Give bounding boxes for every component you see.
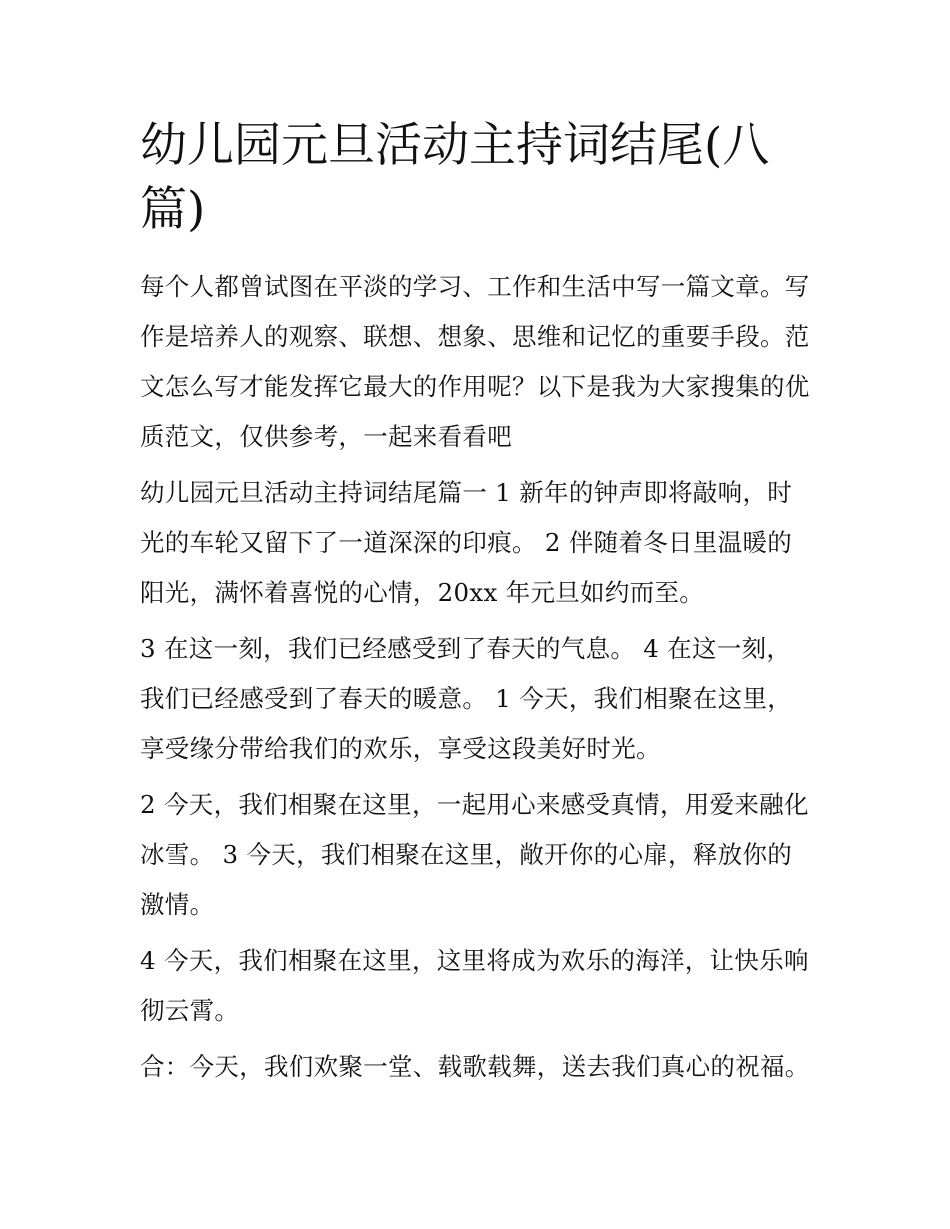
paragraph-3: 2 今天，我们相聚在这里，一起用心来感受真情，用爱来融化冰雪。 3 今天，我们相聚在这里，敞开你的心扉，释放你的激情。 xyxy=(140,790,809,919)
paragraph-intro: 每个人都曾试图在平淡的学习、工作和生活中写一篇文章。写作是培养人的观察、联想、想象、思维和记忆的重要手段。范文怎么写才能发挥它最大的作用呢？以下是我为大家搜集的优质范文，仅供参考，一起来看看吧 xyxy=(140,272,810,451)
paragraph-4: 4 今天，我们相聚在这里，这里将成为欢乐的海洋，让快乐响彻云霄。 xyxy=(140,946,809,1025)
paragraph-2: 3 在这一刻，我们已经感受到了春天的气息。 4 在这一刻，我们已经感受到了春天的暖意。 1 今天，我们相聚在这里，享受缘分带给我们的欢乐，享受这段美好时光。 xyxy=(140,634,793,763)
document-content xyxy=(140,114,812,1098)
paragraph-1: 幼儿园元旦活动主持词结尾篇一 1 新年的钟声即将敲响，时光的车轮又留下了一道深深的印痕。 2 伴随着冬日里温暖的阳光，满怀着喜悦的心情，20xx 年元旦如约而至。 xyxy=(140,478,793,607)
paragraph-5: 合：今天，我们欢聚一堂、载歌载舞，送去我们真心的祝福。 xyxy=(140,1052,810,1081)
document-title: 幼儿园元旦活动主持词结尾(八篇) xyxy=(140,118,770,237)
